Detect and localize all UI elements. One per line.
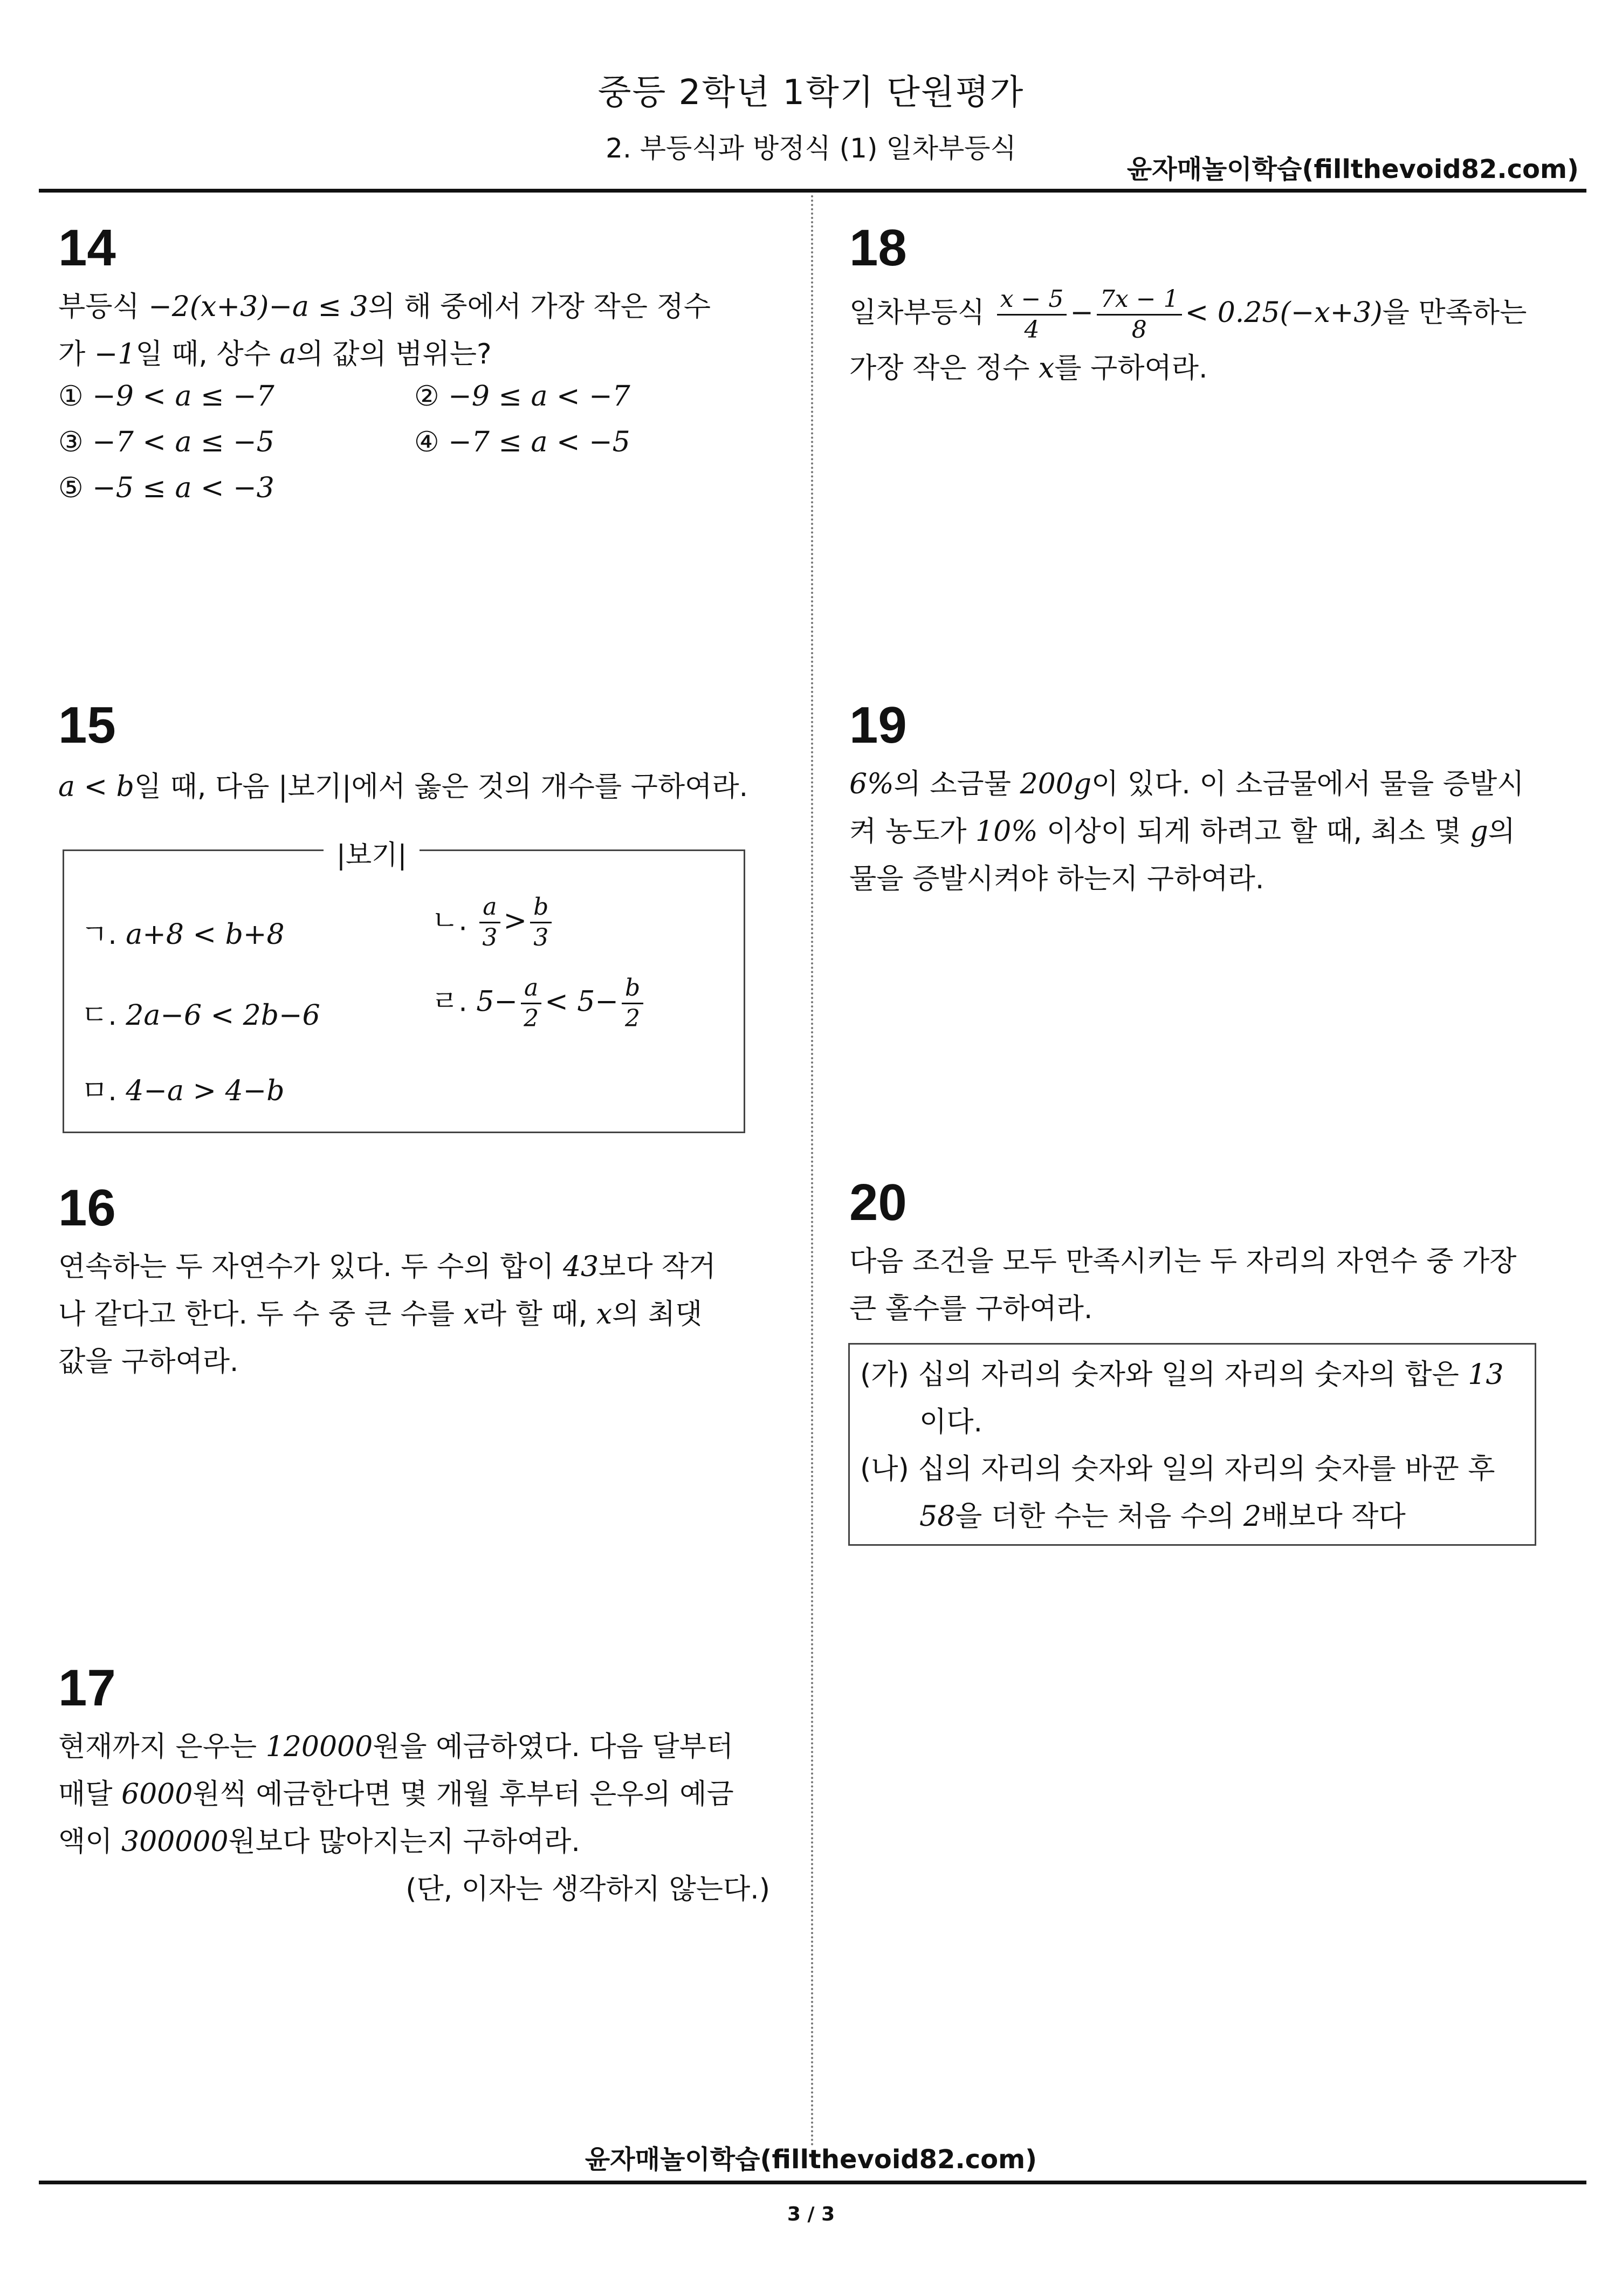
choice-1[interactable]: ① −9 < a ≤ −7 [58,380,274,413]
question-14-number: 14 [58,219,116,277]
bogi-item-n: ㄴ. $\frac{a}{3}$ > $\frac{b}{3}$ [431,893,555,952]
bogi-title: |보기| [324,833,420,872]
choice-4[interactable]: ④ −7 ≤ a < −5 [414,426,630,458]
bogi-item-r: ㄹ. 5− $\frac{a}{2}$ < 5− $\frac{b}{2}$ [431,974,647,1033]
question-20-number: 20 [849,1174,907,1231]
choice-2[interactable]: ② −9 ≤ a < −7 [414,380,630,413]
column-divider [811,195,813,2148]
condition-na: (나) 십의 자리의 숫자와 일의 자리의 숫자를 바꾼 후 58을 더한 수는 처음 수의 2배보다 작다 [860,1453,1495,1533]
condition-ga: (가) 십의 자리의 숫자와 일의 자리의 숫자의 합은 13 이다. [860,1359,1504,1438]
page-subtitle: 2. 부등식과 방정식 (1) 일차부등식 [606,133,1016,164]
question-17-text: 현재까지 은우는 120000원을 예금하였다. 다음 달부터 매달 6000원씩 예금한다면 몇 개월 후부터 은우의 예금 액이 300000원보다 많아지는지 구하여라. (단, 이자는 생각하지 않는다.) [58,1731,770,1906]
question-15-text: a < b일 때, 다음 |보기|에서 옳은 것의 개수를 구하여라. [58,771,748,803]
bogi-item-g: ㄱ. a+8 < b+8 [81,919,285,951]
question-18-text: 일차부등식 $\frac{x - 5}{4}$ − $\frac{7x - 1}{8}$ < 0.25(−x+3)을 만족하는 가장 작은 정수 x를 구하여라. [849,285,1527,385]
question-19-number: 19 [849,696,907,754]
question-16-text: 연속하는 두 자연수가 있다. 두 수의 합이 43보다 작거 나 같다고 한다. 두 수 중 큰 수를 x라 할 때, x의 최댓 값을 구하여라. [58,1251,716,1378]
page-number: 3 / 3 [787,2203,835,2225]
question-16-number: 16 [58,1179,116,1237]
question-17-number: 17 [58,1659,116,1717]
header-rule [39,189,1586,193]
brand-header: 윤자매놀이학습(fillthevoid82.com) [1126,154,1579,184]
question-14-text: 부등식 −2(x+3)−a ≤ 3의 해 중에서 가장 작은 정수 가 −1일 때, 상수 a의 값의 범위는? [58,291,711,371]
question-19-text: 6%의 소금물 200g이 있다. 이 소금물에서 물을 증발시 켜 농도가 10% 이상이 되게 하려고 할 때, 최소 몇 g의 물을 증발시켜야 하는지 구하여라. [849,768,1524,895]
question-20-text: 다음 조건을 모두 만족시키는 두 자리의 자연수 중 가장 큰 홀수를 구하여라. [849,1245,1517,1325]
bogi-item-d: ㄷ. 2a−6 < 2b−6 [81,999,320,1032]
footer-rule [39,2181,1586,2184]
page-title: 중등 2학년 1학기 단원평가 [597,73,1025,113]
choice-3[interactable]: ③ −7 < a ≤ −5 [58,426,274,458]
bogi-item-m: ㅁ. 4−a > 4−b [81,1075,285,1107]
question-15-number: 15 [58,696,116,754]
brand-footer: 윤자매놀이학습(fillthevoid82.com) [585,2144,1037,2175]
choice-5[interactable]: ⑤ −5 ≤ a < −3 [58,472,274,504]
question-18-number: 18 [849,219,907,277]
